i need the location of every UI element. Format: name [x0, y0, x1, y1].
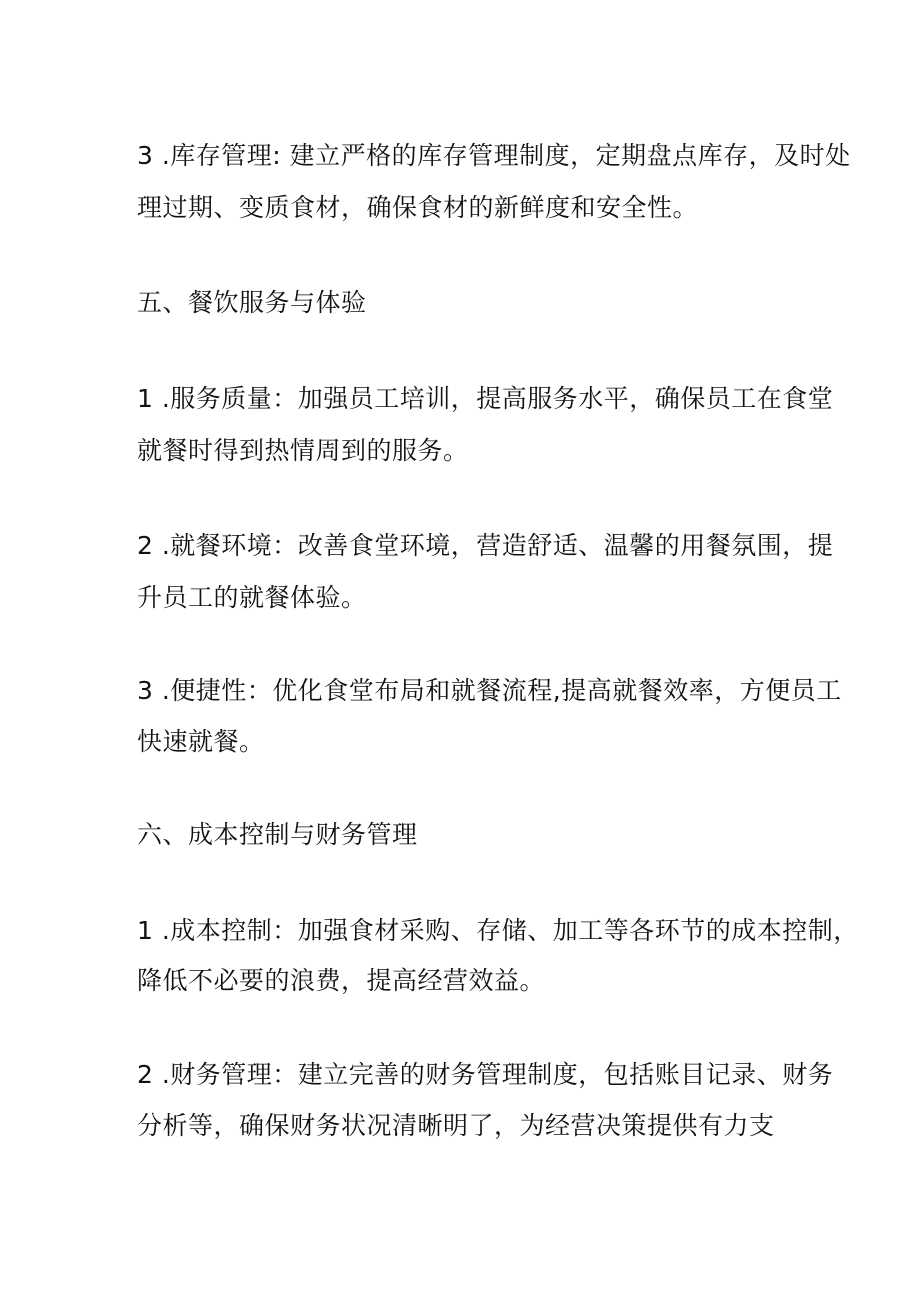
section-heading-5: 五、餐饮服务与体验 [137, 288, 367, 317]
convenience-line-2: 快速就餐。 [137, 727, 265, 756]
cost-line-1: 1 .成本控制：加强食材采购、存储、加工等各环节的成本控制， [137, 916, 859, 945]
environment-line-1: 2 .就餐环境：改善食堂环境，营造舒适、温馨的用餐氛围，提 [137, 531, 834, 560]
service-line-1: 1 .服务质量：加强员工培训，提高服务水平，确保员工在食堂 [137, 384, 834, 413]
environment-line-2: 升员工的就餐体验。 [137, 583, 367, 612]
inventory-line-2: 理过期、变质食材，确保食材的新鲜度和安全性。 [137, 193, 699, 222]
inventory-line-1: 3 .库存管理: 建立严格的库存管理制度，定期盘点库存，及时处 [137, 141, 851, 170]
service-line-2: 就餐时得到热情周到的服务。 [137, 436, 469, 465]
section-heading-6: 六、成本控制与财务管理 [137, 820, 418, 849]
cost-line-2: 降低不必要的浪费，提高经营效益。 [137, 966, 546, 995]
finance-line-2: 分析等，确保财务状况清晰明了，为经营决策提供有力支 [137, 1111, 775, 1140]
convenience-line-1: 3 .便捷性：优化食堂布局和就餐流程,提高就餐效率，方便员工 [137, 676, 842, 705]
finance-line-1: 2 .财务管理：建立完善的财务管理制度，包括账目记录、财务 [137, 1060, 834, 1089]
